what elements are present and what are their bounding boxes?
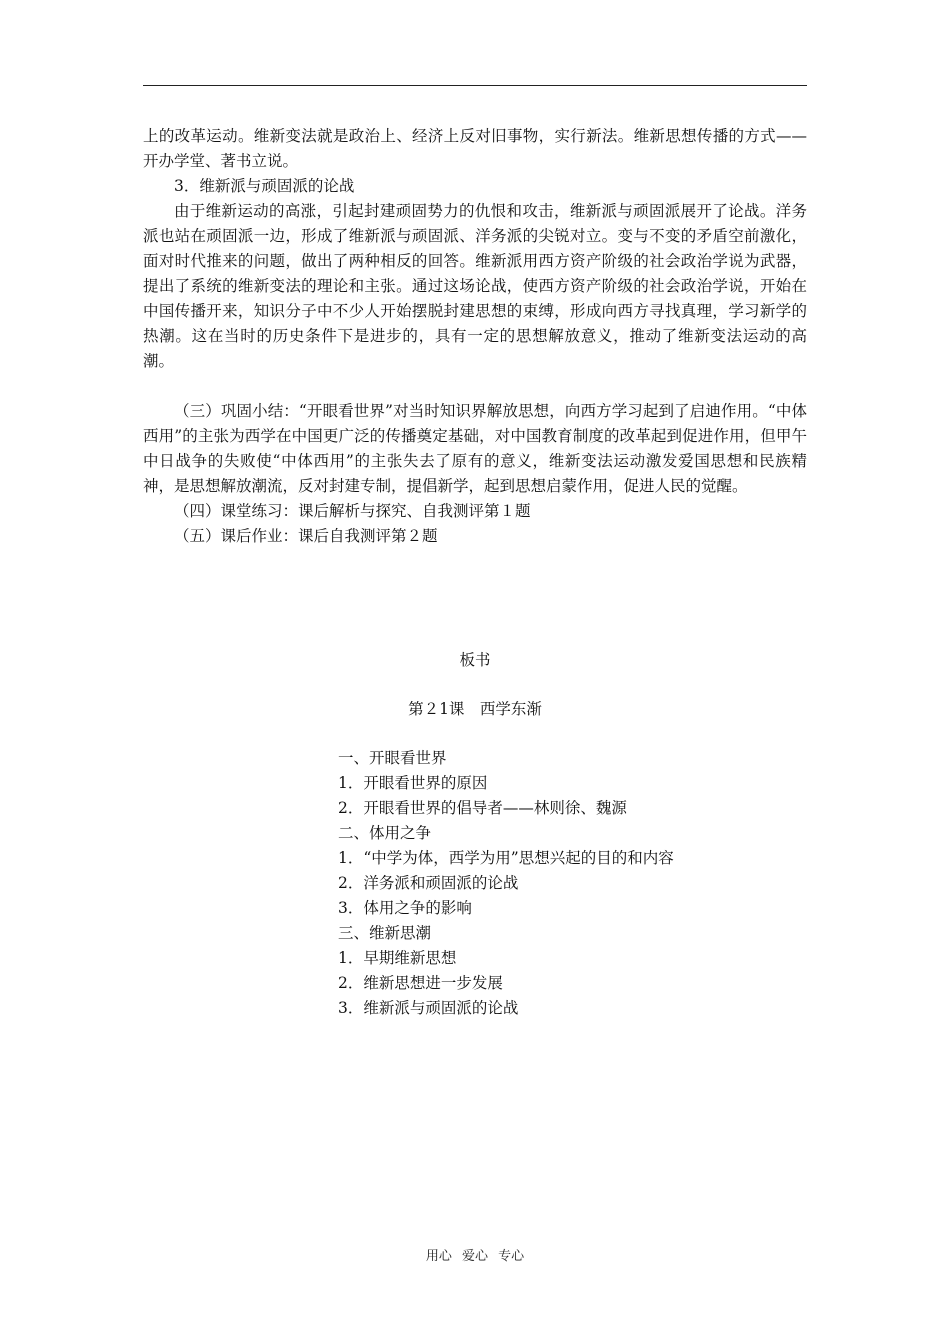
page-footer: 用心 爱心 专心: [425, 1249, 525, 1264]
section-heading-debate: 3．维新派与顽固派的论战: [174, 177, 355, 195]
outline-item: 1．早期维新思想: [338, 949, 457, 967]
board-outline: [338, 746, 674, 1021]
board-heading: 板书: [459, 651, 491, 669]
outline-item: 2．维新思想进一步发展: [338, 974, 503, 992]
lesson-title: 第２1课 西学东渐: [408, 700, 542, 718]
header-rule: [143, 85, 807, 86]
paragraph-reform-methods: 上的改革运动。维新变法就是政治上、经济上反对旧事物，实行新法。维新思想传播的方式——开办学堂、著书立说。: [143, 127, 807, 170]
outline-item: 1．开眼看世界的原因: [338, 774, 488, 792]
outline-item: 2．开眼看世界的倡导者——林则徐、魏源: [338, 799, 627, 817]
paragraph-summary: （三）巩固小结：“开眼看世界”对当时知识界解放思想，向西方学习起到了启迪作用。“中体西用”的主张为西学在中国更广泛的传播奠定基础，对中国教育制度的改革起到促进作用，但甲午中日战争的失败使“中体西用”的主张失去了原有的意义，维新变法运动激发爱国思想和民族精神，是思想解放潮流，反对封建专制，提倡新学，起到思想启蒙作用，促进人民的觉醒。: [143, 402, 807, 495]
paragraph-debate: 由于维新运动的高涨，引起封建顽固势力的仇恨和攻击，维新派与顽固派展开了论战。洋务派也站在顽固派一边，形成了维新派与顽固派、洋务派的尖锐对立。变与不变的矛盾空前激化，面对时代推来的问题，做出了两种相反的回答。维新派用西方资产阶级的社会政治学说为武器，提出了系统的维新变法的理论和主张。通过这场论战，使西方资产阶级的社会政治学说，开始在中国传播开来，知识分子中不少人开始摆脱封建思想的束缚，形成向西方寻找真理，学习新学的热潮。这在当时的历史条件下是进步的，具有一定的思想解放意义，推动了维新变法运动的高潮。: [143, 202, 807, 370]
classroom-exercise: （四）课堂练习：课后解析与探究、自我测评第１题: [174, 502, 531, 520]
outline-item: 3．体用之争的影响: [338, 899, 472, 917]
outline-item: 2．洋务派和顽固派的论战: [338, 874, 519, 892]
homework: （五）课后作业：课后自我测评第２题: [174, 527, 438, 545]
outline-item: 三、维新思潮: [338, 924, 432, 942]
outline-item: 1．“中学为体，西学为用”思想兴起的目的和内容: [338, 849, 674, 867]
outline-item: 3．维新派与顽固派的论战: [338, 999, 519, 1017]
outline-item: 一、开眼看世界: [338, 749, 447, 767]
outline-item: 二、体用之争: [338, 824, 432, 842]
